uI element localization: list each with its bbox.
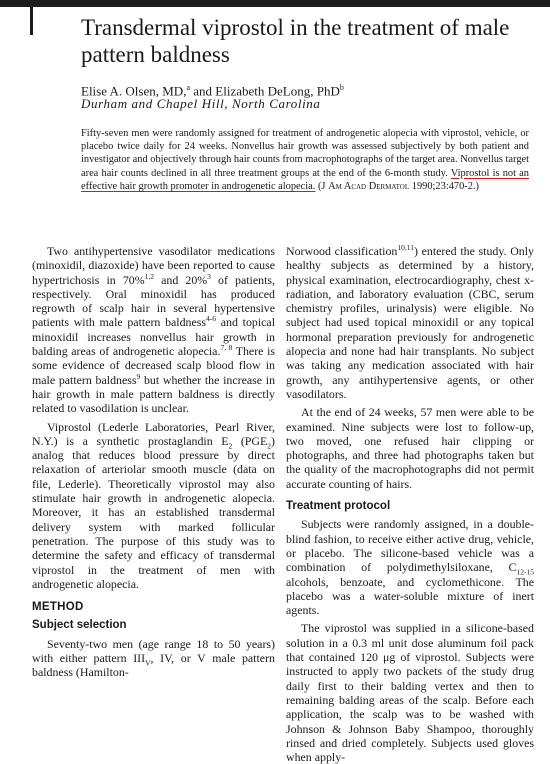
subject-continued-paragraph: Norwood classification$^{10,11}$) entered the study. Only healthy subjects as determined by a history, physical examination, electrocardiography, chest x-radiation, and laboratory evaluation (CBC, serum chemistry profiles, urinalysis) were eligible. No subject had used topical minoxidil or any topical hormonal preparation previously for androgenetic alopecia and none had hair transplants. No subject was taking any medication associated with hair growth, any antihypertensive agents, or other vasodilators. bbox=[286, 243, 534, 401]
citation-close: 1990;23:470-2.) bbox=[409, 180, 479, 192]
heading-treatment-protocol: Treatment protocol bbox=[286, 500, 391, 513]
author-1: Elise A. Olsen, MD, bbox=[81, 83, 187, 99]
abstract-text: Fifty-seven men were randomly assigned for treatment of androgenetic alopecia with viprostol, vehicle, or placebo twice daily for 24 weeks. Nonvellus hair growth was assessed subjectively by both patient and investigator and objectively through hair counts from macrophotographs of the target area. Nonvellus target area hair counts declined in all three treatment groups at the end of the 6-month study. bbox=[81, 128, 530, 179]
corner-rule bbox=[30, 7, 50, 35]
author-2-marker: b bbox=[339, 83, 344, 92]
intro-paragraph-1: Two antihypertensive vasodilator medications (minoxidil, diazoxide) have been reported to cause hypertrichosis in 70%$^{1,2}$ and 20%$^3$ of patients, respectively. Oral minoxidil has produced regrowth of scalp hair in several hypertensive patients with male pattern baldness$^{4-6}$ and topical minoxidil increases nonvellus hair growth in balding areas of androgenetic alopecia.$^{7, 8}$ There is some evidence of decreased scalp blood flow in male pattern baldness$^9$ but whether the increase in hair growth in male pattern baldness is directly related to vasodilation is unclear. bbox=[32, 244, 276, 416]
heading-method: METHOD bbox=[32, 601, 84, 614]
author-1-marker: a bbox=[186, 83, 191, 92]
citation-open: (J bbox=[315, 180, 329, 192]
article-title: Transdermal viprostol in the treatment of male pattern baldness bbox=[81, 15, 510, 67]
citation-journal: Am Acad Dermatol bbox=[328, 180, 410, 192]
followup-paragraph: At the end of 24 weeks, 57 men were able to be examined. Nine subjects were lost to follow-up, two moved, one refused hair clipping or photographs, and three had photographs taken but the quality of the macrophotographs did not permit accurate counting of hairs. bbox=[286, 405, 534, 491]
heading-subject-selection: Subject selection bbox=[32, 619, 127, 632]
author-2: and Elizabeth DeLong, PhD bbox=[190, 83, 340, 99]
affiliation: Durham and Chapel Hill, North Carolina bbox=[81, 96, 321, 111]
intro-paragraph-2: Viprostol (Lederle Laboratories, Pearl River, N.Y.) is a synthetic prostaglandin $E_2$ $(PGE_2)$ analog that reduces blood pressure by direct relaxation of arteriolar smooth muscle (data on file, Lederle). Theoretically viprostol may also stimulate hair growth in androgenetic alopecia. Moreover, it has an established transdermal delivery system with marked follicular penetration. The purpose of this study was to determine the safety and efficacy of transdermal viprostol in the treatment of men with androgenetic alopecia. bbox=[32, 419, 275, 591]
abstract-conclusion-underlined: Viprostol is not an effective hair growth promoter in androgenetic alopecia. bbox=[81, 167, 529, 192]
protocol-paragraph-2: The viprostol was supplied in a silicone-based solution in a 0.3 ml unit dose aluminum foil pack that contained 120 μg of viprostol. Subjects were instructed to apply two packets of the study drug daily first to their balding vertex and then to remaining balding areas of the scalp. Before each application, the scalp was to be washed with Johnson & Johnson Baby Shampoo, thoroughly rinsed and dried completely. Subjects used gloves when apply- bbox=[286, 621, 535, 764]
left-column bbox=[32, 244, 275, 680]
protocol-paragraph-1: Subjects were randomly assigned, in a double-blind fashion, to receive either active drug, vehicle, or placebo. The silicone-based vehicle was a combination of polydimethylsiloxane, $C_{12-15}$ alcohols, benzoate, and cyclomethicone. The placebo was a water-soluble mixture of inert agents. bbox=[286, 517, 534, 618]
top-rule bbox=[0, 0, 550, 7]
subject-paragraph: Seventy-two men (age range 18 to 50 years) with either pattern $III_V$, IV, or V male pattern baldness (Hamilton- bbox=[32, 636, 275, 680]
right-column bbox=[286, 244, 534, 764]
abstract bbox=[81, 127, 529, 193]
